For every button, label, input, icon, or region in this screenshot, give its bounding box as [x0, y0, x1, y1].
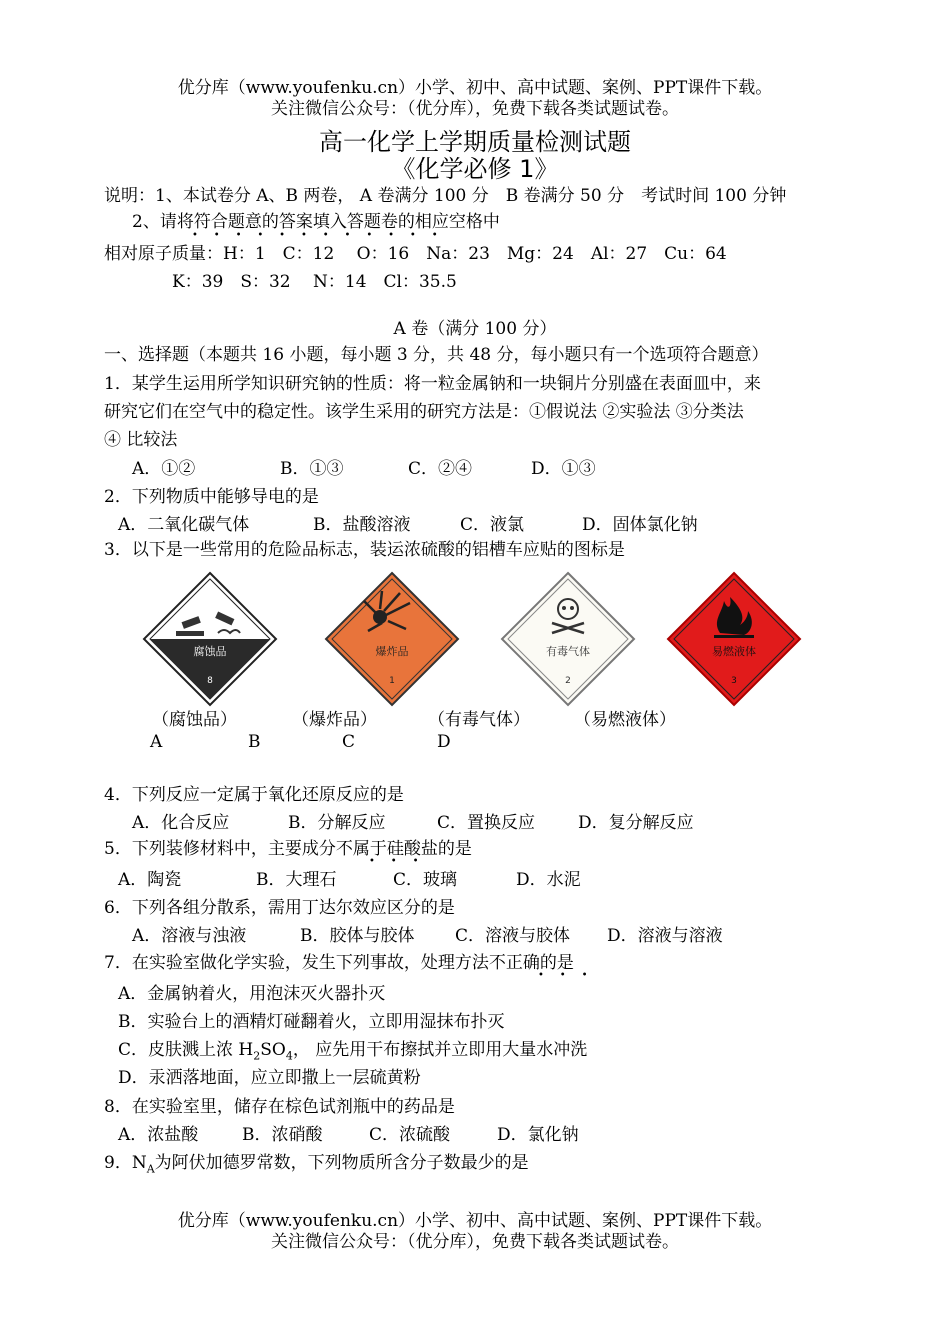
q3-option-d[interactable]: D: [437, 732, 451, 752]
sign-label-toxic-gas: 有毒气体: [546, 645, 590, 658]
sign-label-explosive: 爆炸品: [375, 645, 409, 658]
note-2: 2、请将符合题意的答案填入答题卷的相应空格中: [132, 212, 500, 232]
q3-caption-a: （腐蚀品）: [152, 710, 237, 730]
q7-option-d[interactable]: D．汞洒落地面，应立即撒上一层硫黄粉: [118, 1068, 421, 1088]
footer-line-1: 优分库（www.youfenku.cn）小学、初中、高中试题、案例、PPT课件下载。: [177, 1211, 773, 1231]
q4-option-b[interactable]: B．分解反应: [288, 813, 386, 833]
q5-option-a[interactable]: A．陶瓷: [118, 870, 182, 890]
q4-option-d[interactable]: D．复分解反应: [578, 813, 694, 833]
q3-caption-d: （易燃液体）: [574, 710, 676, 730]
q7c-subscript-1: 2: [253, 1049, 261, 1063]
q8-option-d[interactable]: D．氯化钠: [497, 1125, 579, 1145]
sign-label-flammable-liquid: 易燃液体: [712, 645, 756, 658]
q4-option-c[interactable]: C．置换反应: [437, 813, 536, 833]
emphasis-dots: • • • • • • • • • • • •: [192, 230, 438, 241]
q7-emphasis-dots: • • •: [538, 970, 588, 981]
q2-option-b[interactable]: B．盐酸溶液: [313, 515, 411, 535]
q1-line-2: 研究它们在空气中的稳定性。该学生采用的研究方法是：①假说法 ②实验法 ③分类法: [104, 402, 744, 422]
q1-option-a[interactable]: A．①②: [132, 459, 196, 479]
page-title: 高一化学上学期质量检测试题: [319, 128, 631, 156]
explosive-sign-icon[interactable]: [324, 571, 460, 707]
page-subtitle: 《化学必修 1》: [391, 155, 559, 183]
sign-label-corrosive: 腐蚀品: [193, 645, 227, 658]
q3-option-a[interactable]: A: [150, 732, 163, 752]
q6-option-c[interactable]: C．溶液与胶体: [455, 926, 571, 946]
q5-emphasis-dots: • • •: [369, 856, 419, 867]
q3-caption-b: （爆炸品）: [292, 710, 377, 730]
q9-text-1: 9．N: [104, 1153, 147, 1173]
q9-subscript: A: [146, 1162, 155, 1176]
header-line-1: 优分库（www.youfenku.cn）小学、初中、高中试题、案例、PPT课件下载。: [177, 78, 773, 98]
q5-option-c[interactable]: C．玻璃: [393, 870, 458, 890]
q5-option-b[interactable]: B．大理石: [256, 870, 337, 890]
q7-option-b[interactable]: B．实验台上的酒精灯碰翻着火，立即用湿抹布扑灭: [118, 1012, 505, 1032]
section-title: A 卷（满分 100 分）: [393, 319, 557, 339]
q7c-text-3: ， 应先用干布擦拭并立即用大量水冲洗: [292, 1040, 588, 1060]
q2-option-c[interactable]: C．液氯: [460, 515, 525, 535]
q7-option-a[interactable]: A．金属钠着火，用泡沫灭火器扑灭: [118, 984, 386, 1004]
sign-number-corrosive: 8: [207, 676, 213, 686]
q9-text-2: 为阿伏加德罗常数，下列物质所含分子数最少的是: [154, 1153, 529, 1173]
sign-number-flammable-liquid: 3: [731, 676, 737, 686]
q1-line-1: 1．某学生运用所学知识研究钠的性质：将一粒金属钠和一块铜片分别盛在表面皿中，来: [104, 374, 761, 394]
q5-stem: 5．下列装修材料中，主要成分不属于硅酸盐的是: [104, 839, 472, 859]
sign-number-explosive: 1: [389, 676, 395, 686]
q1-option-c[interactable]: C．②④: [408, 459, 473, 479]
q4-option-a[interactable]: A．化合反应: [132, 813, 230, 833]
q7c-text-2: SO: [260, 1040, 286, 1060]
atomic-mass-2: K：39 S：32 N：14 Cl：35.5: [172, 272, 457, 292]
q8-option-c[interactable]: C．浓硫酸: [369, 1125, 451, 1145]
q1-option-d[interactable]: D．①③: [531, 459, 596, 479]
q6-option-d[interactable]: D．溶液与溶液: [607, 926, 723, 946]
sign-number-toxic-gas: 2: [565, 676, 571, 686]
flammable-liquid-sign-icon[interactable]: [666, 571, 802, 707]
header-line-2: 关注微信公众号：（优分库），免费下载各类试题试卷。: [271, 99, 679, 119]
q3-stem: 3．以下是一些常用的危险品标志，装运浓硫酸的铝槽车应贴的图标是: [104, 540, 625, 560]
q3-caption-c: （有毒气体）: [428, 710, 530, 730]
q2-option-d[interactable]: D．固体氯化钠: [582, 515, 698, 535]
q9-stem: [104, 1153, 529, 1179]
q7-stem: 7．在实验室做化学实验，发生下列事故，处理方法不正确的是: [104, 953, 574, 973]
part-1-heading: 一、选择题（本题共 16 小题，每小题 3 分，共 48 分，每小题只有一个选项符合题意）: [104, 345, 769, 365]
q8-stem: 8．在实验室里，储存在棕色试剂瓶中的药品是: [104, 1097, 455, 1117]
toxic-gas-sign-icon[interactable]: [500, 571, 636, 707]
q7-option-c[interactable]: [118, 1040, 587, 1066]
footer-line-2: 关注微信公众号：（优分库），免费下载各类试题试卷。: [271, 1232, 679, 1252]
q4-stem: 4．下列反应一定属于氧化还原反应的是: [104, 785, 404, 805]
q7c-subscript-2: 4: [285, 1049, 293, 1063]
q8-option-b[interactable]: B．浓硝酸: [242, 1125, 323, 1145]
q8-option-a[interactable]: A．浓盐酸: [118, 1125, 199, 1145]
q6-stem: 6．下列各组分散系，需用丁达尔效应区分的是: [104, 898, 455, 918]
q6-option-b[interactable]: B．胶体与胶体: [300, 926, 415, 946]
q1-option-b[interactable]: B．①③: [280, 459, 344, 479]
q7c-text-1: C．皮肤溅上浓 H: [118, 1040, 254, 1060]
corrosive-sign-icon[interactable]: [142, 571, 278, 707]
q2-stem: 2．下列物质中能够导电的是: [104, 487, 319, 507]
q2-option-a[interactable]: A．二氧化碳气体: [118, 515, 250, 535]
note-1: 说明：1、本试卷分 A、B 两卷， A 卷满分 100 分 B 卷满分 50 分 考试时间 100 分钟: [104, 186, 787, 206]
atomic-mass-1: 相对原子质量：H：1 C：12 O：16 Na：23 Mg：24 Al：27 Cu：64: [104, 244, 727, 264]
q5-option-d[interactable]: D．水泥: [516, 870, 581, 890]
q1-line-3: ④ 比较法: [104, 430, 178, 450]
q3-option-c[interactable]: C: [342, 732, 356, 752]
q3-option-b[interactable]: B: [248, 732, 261, 752]
q6-option-a[interactable]: A．溶液与浊液: [132, 926, 247, 946]
